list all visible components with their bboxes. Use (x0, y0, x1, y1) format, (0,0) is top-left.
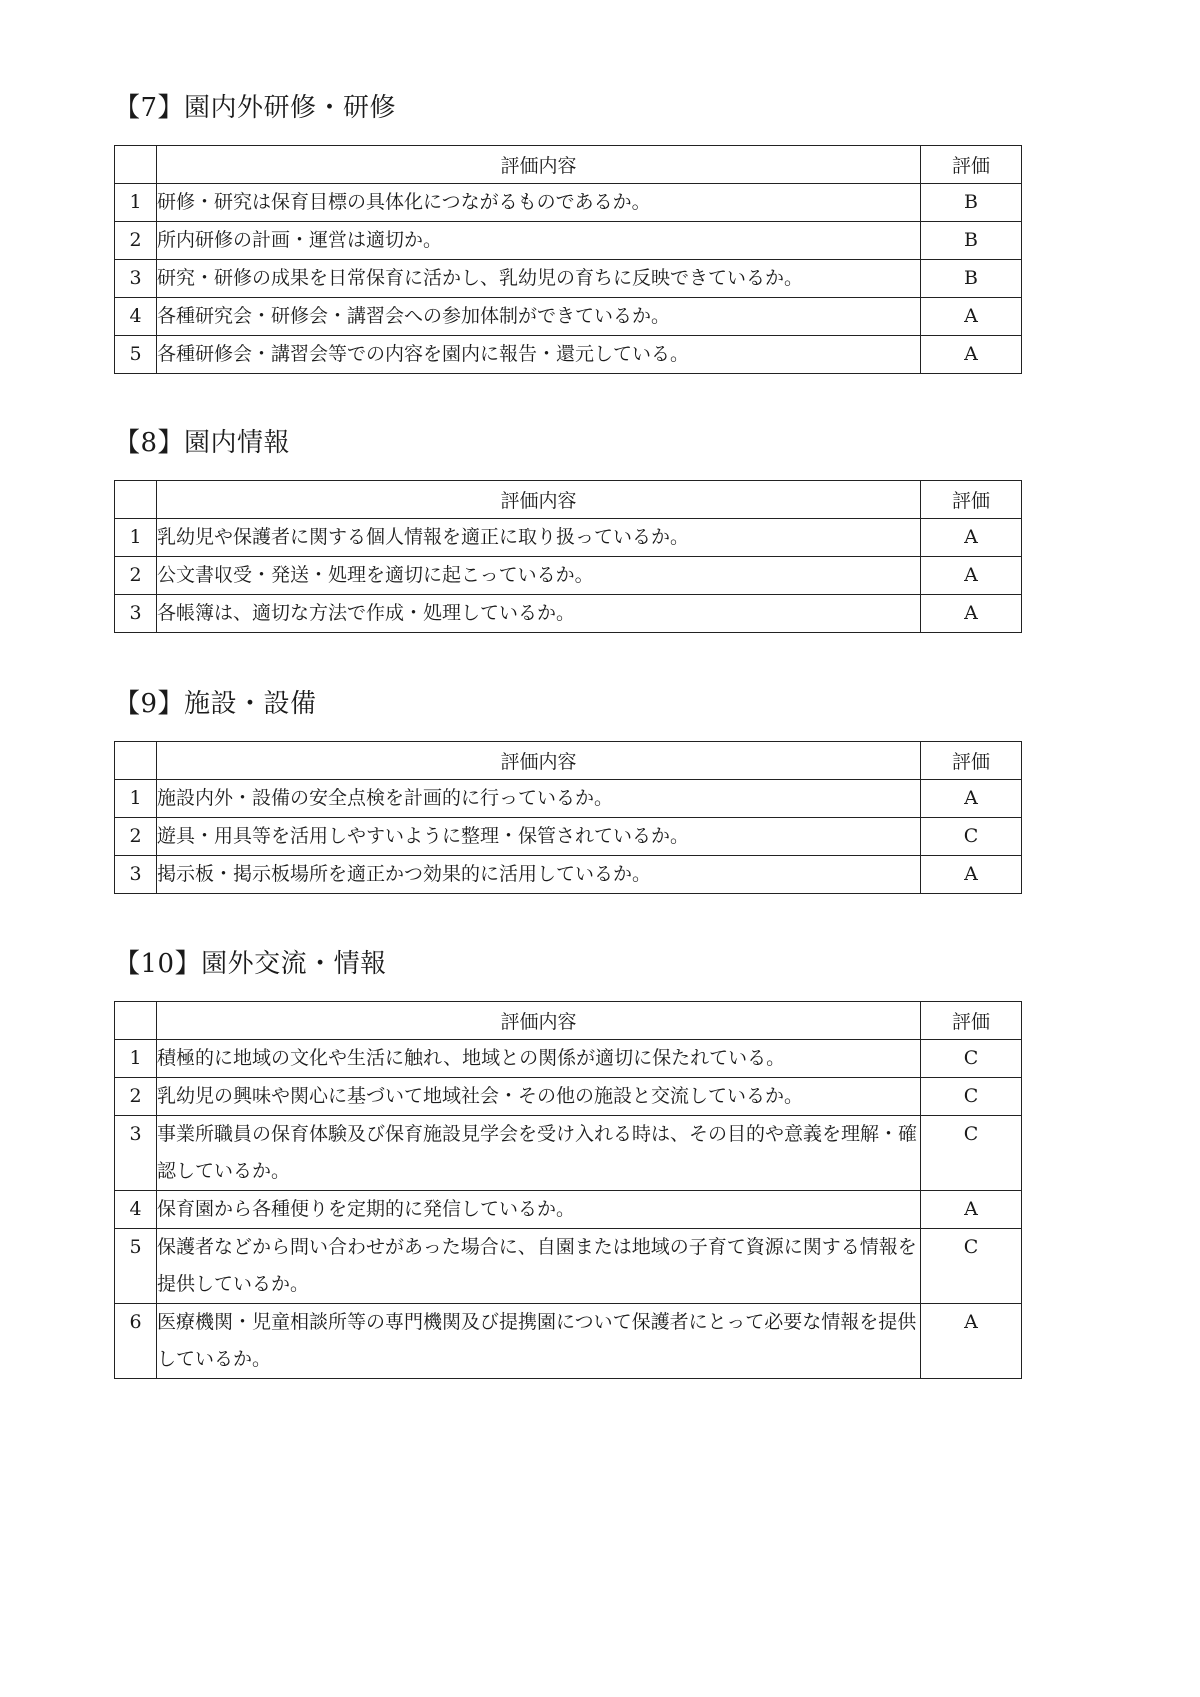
table-row (115, 184, 1022, 222)
row-rating: A (921, 856, 1022, 894)
row-rating: A (921, 519, 1022, 557)
row-rating: A (921, 1304, 1022, 1379)
row-content: 研修・研究は保育目標の具体化につながるものであるか。 (157, 184, 921, 222)
table-row (115, 336, 1022, 374)
row-number: 1 (115, 1040, 157, 1078)
row-rating: C (921, 1116, 1022, 1191)
header-rating: 評価 (921, 146, 1022, 184)
row-content: 施設内外・設備の安全点検を計画的に行っているか。 (157, 780, 921, 818)
row-number: 1 (115, 184, 157, 222)
table-row (115, 1078, 1022, 1116)
table-row (115, 557, 1022, 595)
table-row (115, 1229, 1022, 1304)
row-number: 4 (115, 1191, 157, 1229)
row-number: 5 (115, 336, 157, 374)
table-header-row (115, 146, 1022, 184)
row-rating: C (921, 1078, 1022, 1116)
row-number: 5 (115, 1229, 157, 1304)
row-content: 保育園から各種便りを定期的に発信しているか。 (157, 1191, 921, 1229)
row-number: 3 (115, 595, 157, 633)
row-number: 3 (115, 856, 157, 894)
row-number: 1 (115, 780, 157, 818)
evaluation-table (114, 1001, 1022, 1379)
row-content: 各種研究会・研修会・講習会への参加体制ができているか。 (157, 298, 921, 336)
section-8 (114, 423, 1022, 633)
row-number: 1 (115, 519, 157, 557)
row-rating: A (921, 557, 1022, 595)
table-row (115, 260, 1022, 298)
table-row (115, 595, 1022, 633)
row-rating: A (921, 780, 1022, 818)
header-num (115, 481, 157, 519)
table-header-row (115, 481, 1022, 519)
row-rating: C (921, 1040, 1022, 1078)
section-title: 【9】施設・設備 (114, 689, 317, 719)
row-number: 2 (115, 818, 157, 856)
table-row (115, 818, 1022, 856)
row-content: 積極的に地域の文化や生活に触れ、地域との関係が適切に保たれている。 (157, 1040, 921, 1078)
row-rating: B (921, 184, 1022, 222)
table-header-row (115, 742, 1022, 780)
evaluation-table (114, 480, 1022, 633)
table-row (115, 1116, 1022, 1191)
row-rating: A (921, 595, 1022, 633)
row-rating: A (921, 1191, 1022, 1229)
header-num (115, 742, 157, 780)
row-number: 2 (115, 222, 157, 260)
row-content: 医療機関・児童相談所等の専門機関及び提携園について保護者にとって必要な情報を提供しているか。 (157, 1304, 921, 1379)
row-content: 研究・研修の成果を日常保育に活かし、乳幼児の育ちに反映できているか。 (157, 260, 921, 298)
row-number: 3 (115, 1116, 157, 1191)
row-content: 各種研修会・講習会等での内容を園内に報告・還元している。 (157, 336, 921, 374)
section-title: 【10】園外交流・情報 (114, 949, 387, 979)
table-row (115, 1191, 1022, 1229)
row-content: 乳幼児の興味や関心に基づいて地域社会・その他の施設と交流しているか。 (157, 1078, 921, 1116)
section-title: 【7】園内外研修・研修 (114, 93, 397, 123)
header-num (115, 146, 157, 184)
row-rating: C (921, 1229, 1022, 1304)
header-content: 評価内容 (157, 481, 921, 519)
table-row (115, 222, 1022, 260)
section-9 (114, 684, 1022, 894)
header-rating: 評価 (921, 1002, 1022, 1040)
row-number: 4 (115, 298, 157, 336)
evaluation-table (114, 741, 1022, 894)
section-7 (114, 88, 1022, 374)
row-content: 事業所職員の保育体験及び保育施設見学会を受け入れる時は、その目的や意義を理解・確認しているか。 (157, 1116, 921, 1191)
row-content: 各帳簿は、適切な方法で作成・処理しているか。 (157, 595, 921, 633)
row-content: 公文書収受・発送・処理を適切に起こっているか。 (157, 557, 921, 595)
row-number: 6 (115, 1304, 157, 1379)
section-10 (114, 944, 1022, 1379)
header-num (115, 1002, 157, 1040)
header-content: 評価内容 (157, 1002, 921, 1040)
row-content: 遊具・用具等を活用しやすいように整理・保管されているか。 (157, 818, 921, 856)
header-rating: 評価 (921, 742, 1022, 780)
row-content: 乳幼児や保護者に関する個人情報を適正に取り扱っているか。 (157, 519, 921, 557)
row-number: 3 (115, 260, 157, 298)
table-row (115, 780, 1022, 818)
row-number: 2 (115, 557, 157, 595)
row-content: 掲示板・掲示板場所を適正かつ効果的に活用しているか。 (157, 856, 921, 894)
section-title: 【8】園内情報 (114, 428, 291, 458)
row-rating: C (921, 818, 1022, 856)
row-rating: A (921, 298, 1022, 336)
row-rating: B (921, 260, 1022, 298)
header-rating: 評価 (921, 481, 1022, 519)
table-row (115, 856, 1022, 894)
table-row (115, 1040, 1022, 1078)
row-rating: B (921, 222, 1022, 260)
table-row (115, 298, 1022, 336)
header-content: 評価内容 (157, 742, 921, 780)
table-header-row (115, 1002, 1022, 1040)
row-content: 所内研修の計画・運営は適切か。 (157, 222, 921, 260)
header-content: 評価内容 (157, 146, 921, 184)
row-rating: A (921, 336, 1022, 374)
table-row (115, 1304, 1022, 1379)
evaluation-table (114, 145, 1022, 374)
row-content: 保護者などから問い合わせがあった場合に、自園または地域の子育て資源に関する情報を提供しているか。 (157, 1229, 921, 1304)
row-number: 2 (115, 1078, 157, 1116)
table-row (115, 519, 1022, 557)
